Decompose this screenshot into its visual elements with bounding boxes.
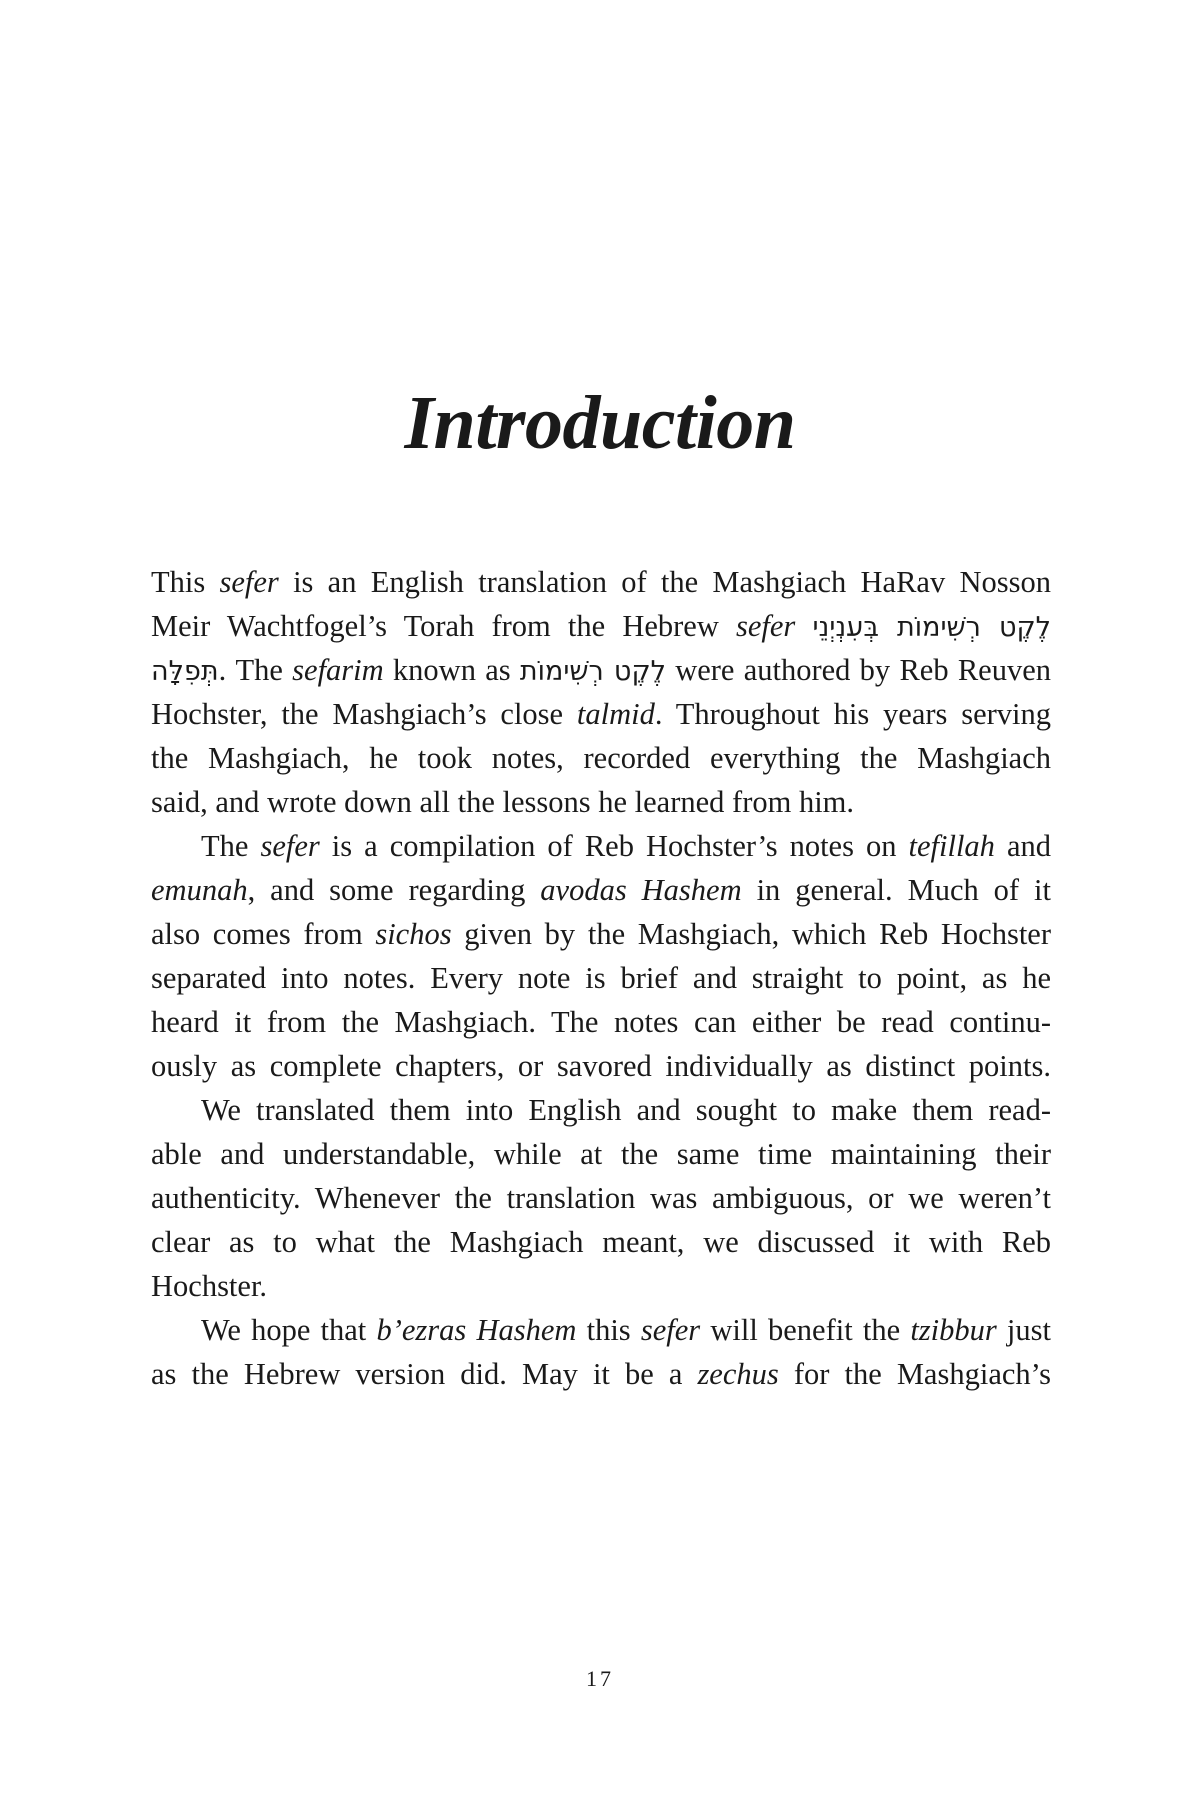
text-line: the Mashgiach, he took notes, recorded everything the Mashgiach [151, 741, 1051, 775]
hebrew-text: תְּפִלָּה [151, 656, 219, 687]
text-line: תְּפִלָּה. The sefarim known as לֶקֶט רְשִׁימוֹת were authored by Reb Reuven [151, 653, 1052, 687]
text-line: heard it from the Mashgiach. The notes can either be read continu- [151, 1005, 1051, 1039]
page-number: 17 [586, 1666, 614, 1691]
text-line: This sefer is an English translation of the Mashgiach HaRav Nosson [151, 565, 1051, 599]
text-line: clear as to what the Mashgiach meant, we discussed it with Reb [151, 1225, 1051, 1259]
hebrew-text: לֶקֶט רְשִׁימוֹת בְּעִנְיְנֵי [812, 612, 1052, 643]
text-line: able and understandable, while at the same time maintaining their [151, 1137, 1051, 1171]
text-line: We hope that b’ezras Hashem this sefer will benefit the tzibbur just [201, 1313, 1052, 1347]
text-line: separated into notes. Every note is brief and straight to point, as he [151, 961, 1051, 995]
chapter-title: Introduction [404, 381, 796, 465]
text-line: as the Hebrew version did. May it be a zechus for the Mashgiach’s [151, 1357, 1051, 1391]
text-line: Hochster, the Mashgiach’s close talmid. Throughout his years serving [151, 697, 1051, 731]
text-line: said, and wrote down all the lessons he learned from him. [151, 785, 855, 819]
text-line: Meir Wachtfogel’s Torah from the Hebrew sefer לֶקֶט רְשִׁימוֹת בְּעִנְיְנֵי [151, 609, 1052, 643]
text-line: Hochster. [151, 1269, 268, 1303]
text-line: ously as complete chapters, or savored individually as distinct points. [151, 1049, 1051, 1083]
text-line: authenticity. Whenever the translation was ambiguous, or we weren’t [151, 1181, 1051, 1215]
text-line: also comes from sichos given by the Mashgiach, which Reb Hochster [151, 917, 1051, 951]
hebrew-text: לֶקֶט רְשִׁימוֹת [519, 656, 666, 687]
text-line: We translated them into English and sought to make them read- [201, 1093, 1051, 1127]
text-line: The sefer is a compilation of Reb Hochster’s notes on tefillah and [201, 829, 1051, 863]
text-line: emunah, and some regarding avodas Hashem in general. Much of it [151, 873, 1051, 907]
